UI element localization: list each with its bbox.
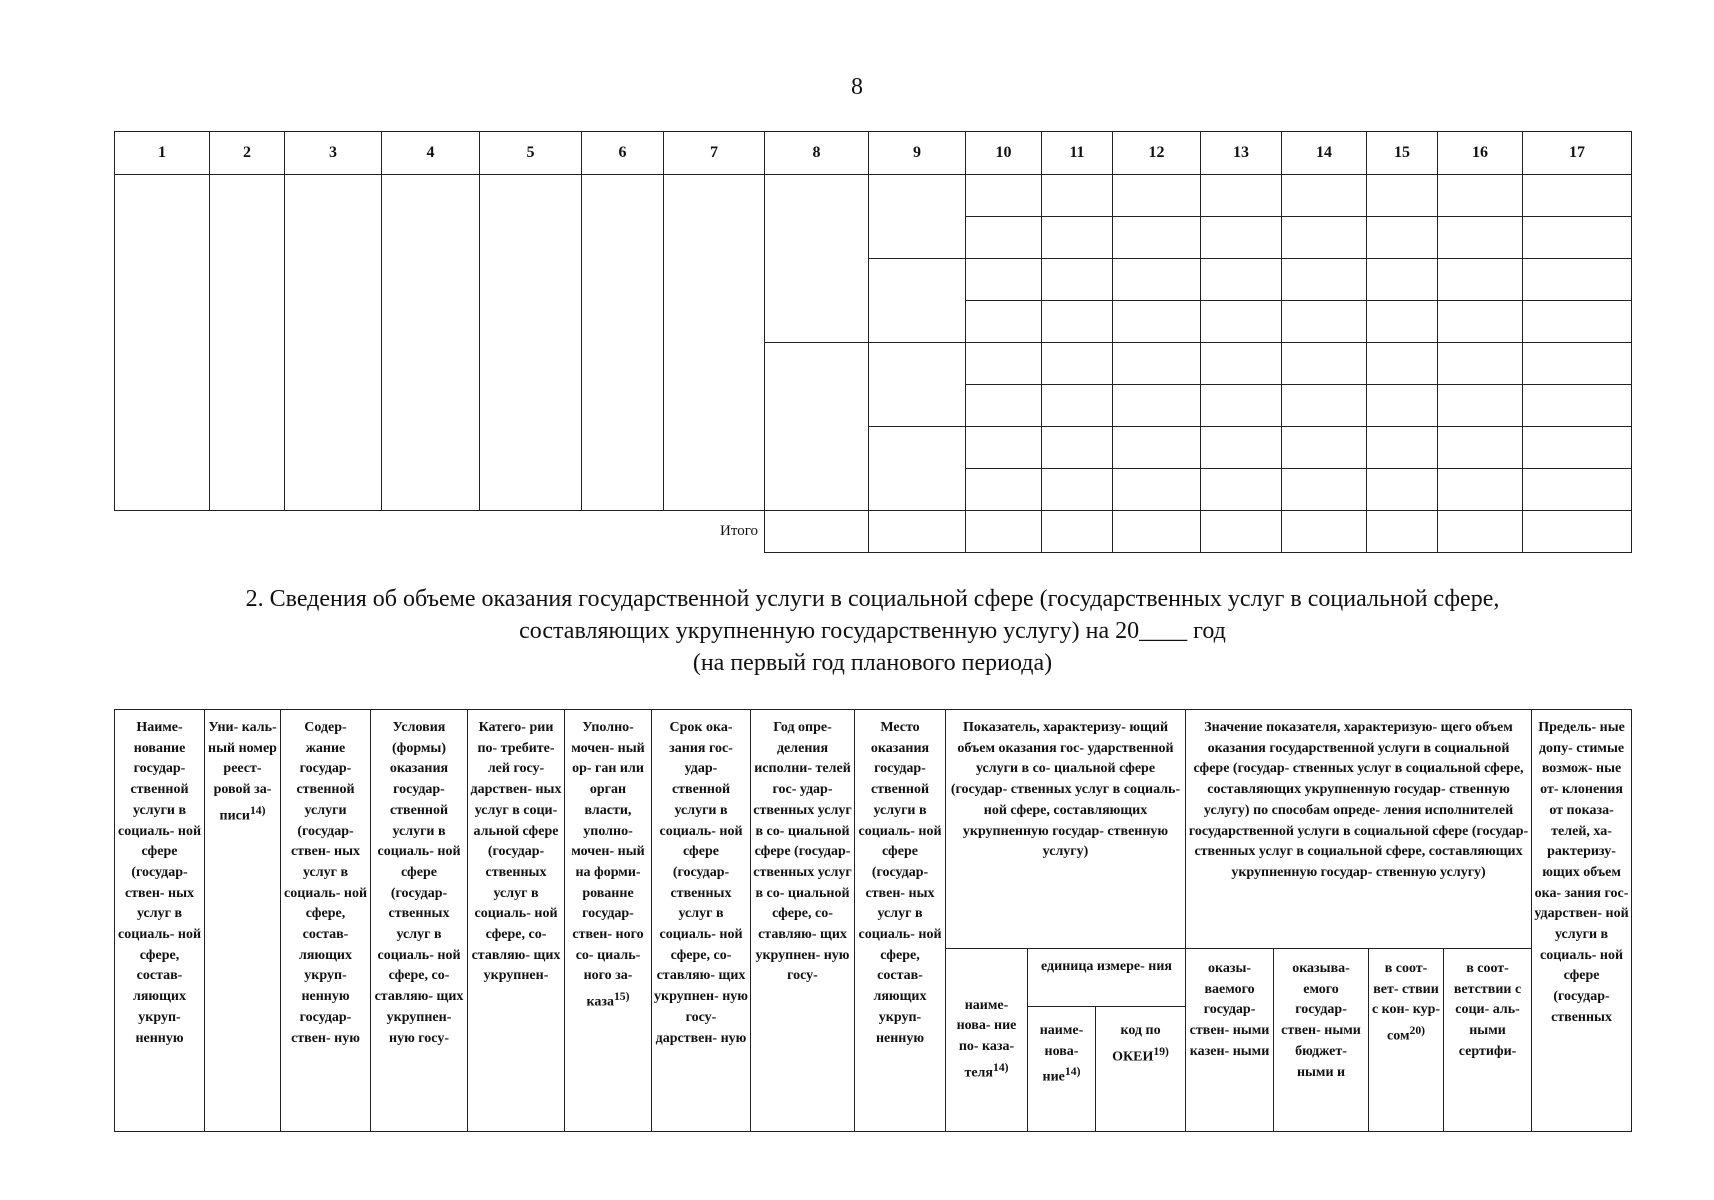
empty-cell xyxy=(480,175,582,511)
empty-cell xyxy=(1282,511,1367,553)
empty-cell xyxy=(382,175,480,511)
empty-cell xyxy=(1201,511,1282,553)
empty-cell xyxy=(1367,343,1438,385)
column-number: 4 xyxy=(382,132,480,175)
header-place: Место оказания государ- ственной услуги в социаль- ной сфере (государ- ствен- ных услуг в социаль- ной сфере, состав- ляющих укруп- ненную xyxy=(855,710,946,1132)
column-number: 8 xyxy=(765,132,869,175)
header-year-determination: Год опре- деления исполни- телей гос- удар- ственных услуг в со- циальной сфере (государ- ственных услуг в со- циальной сфере, со- ставляю- щих укрупнен- ную госу- xyxy=(751,710,855,1132)
column-number: 1 xyxy=(115,132,210,175)
empty-cell xyxy=(1201,301,1282,343)
empty-cell xyxy=(1201,469,1282,511)
empty-cell xyxy=(1113,175,1201,217)
empty-cell xyxy=(1438,427,1523,469)
header-authority xyxy=(565,710,652,1132)
empty-cell xyxy=(765,175,869,343)
empty-cell xyxy=(664,175,765,511)
empty-cell xyxy=(765,511,869,553)
empty-cell xyxy=(1042,427,1113,469)
empty-cell xyxy=(1367,175,1438,217)
column-number: 16 xyxy=(1438,132,1523,175)
empty-cell xyxy=(1113,427,1201,469)
empty-cell xyxy=(1367,511,1438,553)
column-number: 14 xyxy=(1282,132,1367,175)
empty-cell xyxy=(1282,217,1367,259)
empty-cell xyxy=(869,343,966,427)
empty-cell xyxy=(1523,427,1632,469)
empty-cell xyxy=(1042,343,1113,385)
section-title-line: (на первый год планового периода) xyxy=(692,650,1053,676)
header-unit-group: единица измере- ния xyxy=(1028,949,1186,1007)
empty-cell xyxy=(1042,259,1113,301)
empty-cell xyxy=(966,343,1042,385)
column-number: 10 xyxy=(966,132,1042,175)
table-row xyxy=(115,175,1632,217)
empty-cell xyxy=(1113,469,1201,511)
column-number: 11 xyxy=(1042,132,1113,175)
empty-cell xyxy=(1367,301,1438,343)
empty-cell xyxy=(1438,259,1523,301)
bottom-table xyxy=(114,709,1632,1132)
empty-cell xyxy=(1201,175,1282,217)
empty-cell xyxy=(285,175,382,511)
page-number: 8 xyxy=(851,74,863,100)
header-conditions: Условия (формы) оказания государ- ственной услуги в социаль- ной сфере (государ- ственных услуг в социаль- ной сфере, со- ставляю- щих укрупнен- ную госу- xyxy=(371,710,468,1132)
section-title-line: составляющих укрупненную государственную услугу) на 20____ год xyxy=(519,618,1226,644)
empty-cell xyxy=(1042,301,1113,343)
section-title-line: 2. Сведения об объеме оказания государственной услуги в социальной сфере (государственных услуг в социальной сфере, xyxy=(245,586,1500,612)
empty-cell xyxy=(1042,217,1113,259)
empty-cell xyxy=(1201,259,1282,301)
empty-cell xyxy=(210,175,285,511)
total-label: Итого xyxy=(115,511,765,553)
empty-cell xyxy=(1282,301,1367,343)
empty-cell xyxy=(115,175,210,511)
empty-cell xyxy=(1523,385,1632,427)
header-content: Содер- жание государ- ственной услуги (государ- ствен- ных услуг в социаль- ной сфере, состав- ляющих укруп- ненную государ- ствен- ную xyxy=(281,710,371,1132)
header-registry-number xyxy=(205,710,281,1132)
empty-cell xyxy=(1282,427,1367,469)
empty-cell xyxy=(1367,259,1438,301)
empty-cell xyxy=(966,511,1042,553)
empty-cell xyxy=(966,385,1042,427)
header-service-name: Наиме- нование государ- ственной услуги в социаль- ной сфере (государ- ствен- ных услуг в социаль- ной сфере, состав- ляющих укруп- ненную xyxy=(115,710,205,1132)
total-row xyxy=(115,511,1632,553)
empty-cell xyxy=(1367,217,1438,259)
empty-cell xyxy=(1201,427,1282,469)
section-title xyxy=(114,583,1631,679)
empty-cell xyxy=(1523,301,1632,343)
empty-cell xyxy=(1113,343,1201,385)
column-number: 7 xyxy=(664,132,765,175)
footnote-mark: 14) xyxy=(1064,1065,1081,1079)
empty-cell xyxy=(1113,301,1201,343)
header-unit-name xyxy=(1028,1006,1096,1131)
header-value-group: Значение показателя, характеризую- щего объем оказания государственной услуги в социальной сфере (государ- ственных услуг в социальной сфере, составляющих укрупненную государ- ственную услугу) по способам опреде- ления исполнителей государственной услуги в социальной сфере (государ- ственных услуг в социальной сфере, составляющих укрупненную государ- ственную услугу) xyxy=(1186,710,1532,949)
empty-cell xyxy=(765,343,869,511)
empty-cell xyxy=(1042,469,1113,511)
empty-cell xyxy=(1523,175,1632,217)
empty-cell xyxy=(1042,175,1113,217)
header-deviation: Предель- ные допу- стимые возмож- ные от- клонения от показа- телей, ха- рактеризу- ющих объем ока- зания гос- ударствен- ной услуги в социаль- ной сфере (государ- ственных xyxy=(1532,710,1632,1132)
empty-cell xyxy=(1523,343,1632,385)
empty-cell xyxy=(1201,385,1282,427)
footnote-mark: 19) xyxy=(1153,1044,1169,1058)
header-text: в соот- вет- ствии с кон- кур- сом xyxy=(1371,961,1441,1044)
header-text: наиме- нова- ние по- каза- теля xyxy=(956,997,1017,1081)
column-number: 13 xyxy=(1201,132,1282,175)
column-number: 2 xyxy=(210,132,285,175)
header-unit-code xyxy=(1096,1006,1186,1131)
empty-cell xyxy=(1282,259,1367,301)
footnote-mark: 14) xyxy=(992,1060,1009,1074)
empty-cell xyxy=(1523,511,1632,553)
empty-cell xyxy=(869,511,966,553)
empty-cell xyxy=(1113,259,1201,301)
header-value-competition xyxy=(1369,949,1444,1132)
empty-cell xyxy=(1282,385,1367,427)
empty-cell xyxy=(869,427,966,511)
footnote-mark: 14) xyxy=(249,803,266,817)
column-number: 12 xyxy=(1113,132,1201,175)
empty-cell xyxy=(966,175,1042,217)
empty-cell xyxy=(1042,511,1113,553)
empty-cell xyxy=(1367,427,1438,469)
header-text: код по ОКЕИ xyxy=(1112,1022,1161,1065)
column-number: 5 xyxy=(480,132,582,175)
empty-cell xyxy=(1042,385,1113,427)
header-text: Уни- каль- ный номер реест- ровой за- писи xyxy=(208,720,277,824)
empty-cell xyxy=(1438,469,1523,511)
footnote-mark: 15) xyxy=(613,990,630,1004)
empty-cell xyxy=(966,259,1042,301)
column-number-row xyxy=(115,132,1632,175)
empty-cell xyxy=(869,259,966,343)
empty-cell xyxy=(1113,217,1201,259)
empty-cell xyxy=(1113,385,1201,427)
empty-cell xyxy=(966,217,1042,259)
empty-cell xyxy=(1282,175,1367,217)
footnote-mark: 20) xyxy=(1409,1024,1426,1038)
empty-cell xyxy=(966,469,1042,511)
empty-cell xyxy=(1201,217,1282,259)
header-indicator-name xyxy=(946,949,1028,1132)
empty-cell xyxy=(1438,301,1523,343)
empty-cell xyxy=(1438,385,1523,427)
column-number: 17 xyxy=(1523,132,1632,175)
column-number: 3 xyxy=(285,132,382,175)
header-row xyxy=(115,710,1632,949)
empty-cell xyxy=(869,175,966,259)
empty-cell xyxy=(966,427,1042,469)
empty-cell xyxy=(1367,469,1438,511)
header-indicator-group: Показатель, характеризу- ющий объем оказания гос- ударственной услуги в со- циальной сфере (государ- ственных услуг в социаль- ной сфере, составляющих укрупненную государ- ственную услугу) xyxy=(946,710,1186,949)
empty-cell xyxy=(1438,511,1523,553)
column-number: 15 xyxy=(1367,132,1438,175)
header-value-budget-institutions: оказыва- емого государ- ствен- ными бюджет- ными и xyxy=(1274,949,1369,1132)
empty-cell xyxy=(1367,385,1438,427)
header-consumer-categories: Катего- рии по- требите- лей госу- дарствен- ных услуг в соци- альной сфере (государ- ственных услуг в социаль- ной сфере, со- ставляю- щих укрупнен- xyxy=(468,710,565,1132)
header-text: Уполно- мочен- ный ор- ган или орган власти, уполно- мочен- ный на форми- рованне государ- ствен- ного со- циаль- ного за- каза xyxy=(571,720,645,1010)
empty-cell xyxy=(1523,217,1632,259)
empty-cell xyxy=(1438,175,1523,217)
empty-cell xyxy=(1113,511,1201,553)
empty-cell xyxy=(1438,343,1523,385)
empty-cell xyxy=(1282,469,1367,511)
empty-cell xyxy=(1201,343,1282,385)
header-term: Срок ока- зания гос- удар- ственной услуги в социаль- ной сфере (государ- ственных услуг в социаль- ной сфере, со- ставляю- щих укрупнен- ную госу- дарствен- ную xyxy=(652,710,751,1132)
empty-cell xyxy=(1523,259,1632,301)
empty-cell xyxy=(966,301,1042,343)
column-number: 6 xyxy=(582,132,664,175)
empty-cell xyxy=(1523,469,1632,511)
column-number: 9 xyxy=(869,132,966,175)
empty-cell xyxy=(1438,217,1523,259)
empty-cell xyxy=(582,175,664,511)
top-table xyxy=(114,131,1632,553)
header-text: наиме- нова- ние xyxy=(1039,1022,1084,1085)
empty-cell xyxy=(1282,343,1367,385)
header-value-state-institutions: оказы- ваемого государ- ствен- ными казен- ными xyxy=(1186,949,1274,1132)
header-value-certificates: в соот- ветствии с соци- аль- ными сертифи- xyxy=(1444,949,1532,1132)
